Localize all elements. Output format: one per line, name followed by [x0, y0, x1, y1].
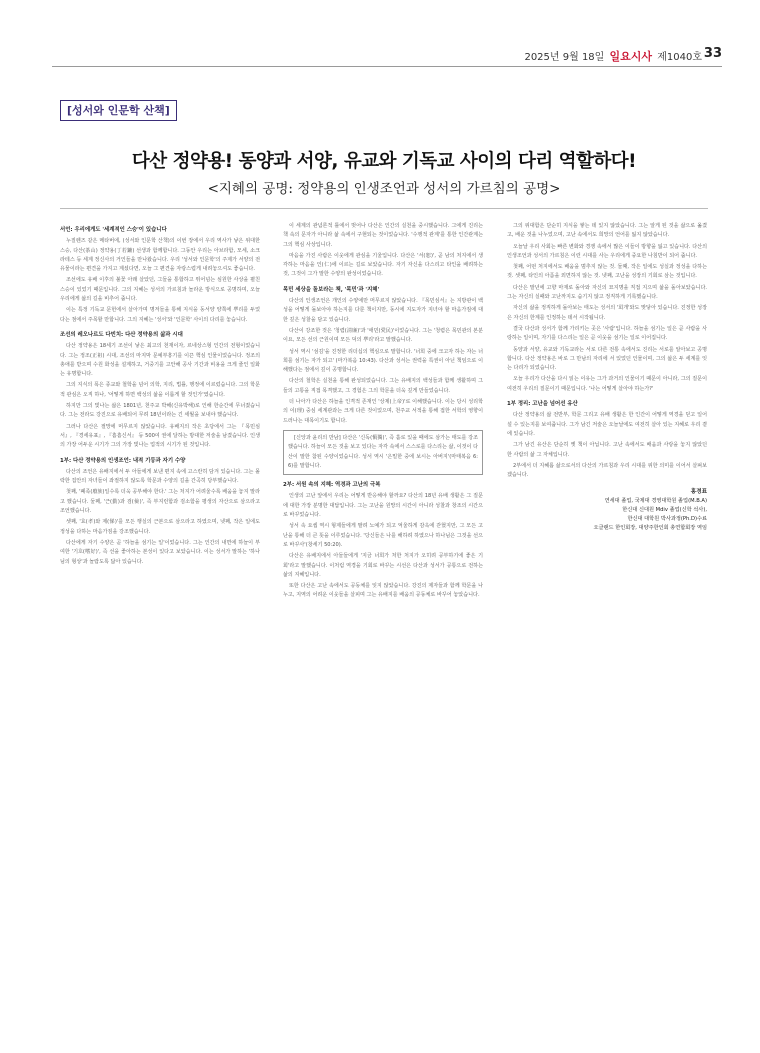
page-header — [0, 46, 760, 66]
paragraph: 다산에게 자기 수양은 곧 '하늘을 섬기는 일'이었습니다. 그는 인간의 내면에 하늘이 부여한 '기호(嗜好)', 즉 선을 좋아하는 본성이 있다고 보았습니다. 이는 성서가 말하는 '하나님의 형상'과 놀랍도록 닮아 있습니다. — [60, 539, 260, 565]
section-heading: 조선의 레오나르도 다빈치: 다산 정약용의 삶과 시대 — [60, 331, 183, 338]
paragraph: 오늘날 우리 사회는 빠른 변화와 경쟁 속에서 많은 이들이 방향을 잃고 있습니다. 다산의 인생조언과 성서의 가르침은 이런 시대를 사는 우리에게 중요한 나침반이 되어 줍니다. — [507, 243, 707, 259]
header-info — [524, 48, 702, 64]
paragraph: 다산의 철학은 실천을 통해 완성되었습니다. 그는 유배지의 백성들과 함께 생활하며 그들의 고통을 직접 목격했고, 그 경험은 그의 학문을 더욱 깊게 만들었습니다. — [283, 378, 483, 394]
paragraph: 오늘 우리가 다산을 다시 읽는 이유는 그가 과거의 인물이기 때문이 아니라, 그의 질문이 여전히 우리의 질문이기 때문입니다. '나는 어떻게 살아야 하는가?' — [507, 376, 707, 392]
paragraph: 첫째, 어떤 처지에서도 배움을 멈추지 않는 것. 둘째, 작은 일에도 성실과 정성을 다하는 것. 셋째, 타인의 아픔을 외면하지 않는 것. 넷째, 고난을 성장의 기회로 삼는 것입니다. — [507, 264, 707, 280]
paragraph: 동양과 서양, 유교와 기독교라는 서로 다른 전통 속에서도 진리는 서로를 알아보고 공명합니다. 다산 정약용은 바로 그 만남의 자리에 서 있었던 인물이며, 그의 삶은 두 세계를 잇는 다리가 되었습니다. — [507, 346, 707, 372]
paragraph: 성서 속 요셉 역시 형제들에게 팔려 노예가 되고 억울하게 감옥에 갇혔지만, 그 모든 고난을 통해 더 큰 뜻을 이루었습니다. '당신들은 나를 해하려 하였으나 하나님은 그것을 선으로 바꾸사'(창세기 50:20). — [283, 523, 483, 548]
header-date: 2025년 9월 18일 — [524, 52, 605, 63]
section-tag: [성서와 인문학 산책] — [60, 100, 177, 121]
section-heading: 1부 정리: 고난을 넘어선 유산 — [507, 401, 578, 408]
author-name: 홍경표 — [690, 489, 707, 496]
author-line: 연세대 졸업, 국제대 경영대학원 졸업(M.B.A) — [604, 498, 707, 505]
paragraph: 셋째, '효(孝)와 제(悌)'를 모든 행실의 근본으로 삼으라고 하였으며, 넷째, 작은 일에도 정성을 다하는 마음가짐을 강조했습니다. — [60, 519, 260, 535]
article-title: 다산 정약용! 동양과 서양, 유교와 기독교 사이의 다리 역할하다! — [131, 151, 637, 172]
paragraph: 누질렌즈 같은 메타버에, (성서와 인문학 산책)의 이번 장에서 우리 역사가 낳은 위대한 스승, 다산(茶山) 정약용(丁若鏞) 선생과 함께합니다. 그동안 우리는 아브라함, 모세, 소크라테스 등 세계 정신사의 거인들을 만나왔습니다. 우리 '성서와 인문학'의 주제가 서양의 전유물이라는 편견을 가지고 계셨다면, 오늘 그 편견을 자랑스럽게 내려놓으셔도 좋습니다. — [60, 238, 260, 273]
section-heading: 2부: 서원 속의 지혜: 역경과 고난의 극복 — [283, 482, 381, 489]
section-heading: 서언: 우리에게도 '세계적인 스승'이 있습니다 — [60, 227, 167, 233]
paragraph: 다산이 강조한 것은 '청렴(淸廉)'과 '애민(愛民)'이었습니다. 그는 '청렴은 목민관의 본분이요, 모든 선의 근원이며 모든 덕의 뿌리'라고 말했습니다. — [283, 327, 483, 344]
paragraph: 다산의 인생조언은 개인의 수양에만 머무르지 않았습니다. 『목민심서』는 지방관이 백성을 어떻게 돌보아야 하는지를 다룬 책이지만, 동시에 지도자가 지녀야 할 마음가짐에 대한 깊은 성찰을 담고 있습니다. — [283, 298, 483, 323]
paragraph: 그의 위대함은 단순히 지식을 쌓는 데 있지 않았습니다. 그는 알게 된 것을 삶으로 옮겼고, 배운 것을 나누었으며, 고난 속에서도 희망의 언어를 잃지 않았습니다. — [507, 223, 707, 239]
paragraph: 그가 남긴 유산은 단순히 옛 책이 아닙니다. 고난 속에서도 배움과 사랑을 놓지 않았던 한 사람의 삶 그 자체입니다. — [507, 442, 707, 458]
paragraph: 2부에서 더 지혜롭 삶으로서의 다산의 가르침과 우리 시대를 위한 의미를 이어서 살펴보겠습니다. — [507, 462, 707, 479]
publication-name: 일요시사 — [609, 50, 653, 63]
paragraph: 또한 다산은 고난 속에서도 공동체를 잊지 않았습니다. 강진의 제자들과 함께 학문을 나누고, 지역의 어려운 이웃들을 살피며 그는 유배지를 배움의 공동체로 바꾸어 놓았습니다. — [283, 583, 483, 599]
title-rule — [60, 208, 708, 209]
article-subtitle: <지혜의 공명: 정약용의 인생조언과 성서의 가르침의 공명> — [207, 181, 561, 197]
article-column-1 — [60, 220, 260, 1040]
paragraph: 성서 역시 '섬김'을 진정한 리더십의 핵심으로 말합니다. '너희 중에 크고자 하는 자는 너희를 섬기는 자가 되고' (마가복음 10:43). 다산과 성서는 권력을 특권이 아닌 책임으로 이해했다는 점에서 깊이 공명합니다. — [283, 348, 483, 374]
issue-number: 제1040호 — [657, 52, 702, 63]
column-3-body — [507, 222, 707, 480]
section-heading: 1부: 다산 정약용의 인생조언: 내적 기둥과 자기 수양 — [60, 457, 186, 464]
author-signature — [507, 488, 707, 533]
article-column-2 — [283, 220, 483, 1040]
section-heading: 목민 세상을 돌보라는 책, '목민'과 '지혜' — [283, 286, 380, 293]
paragraph: 자신의 삶을 정직하게 돌아보는 태도는 성서의 '회개'와도 맞닿아 있습니다. 진정한 성장은 자신의 한계를 인정하는 데서 시작됩니다. — [507, 305, 707, 321]
author-line: 한신대 신대원 Mdiv 졸업(신학 석사), — [622, 507, 707, 514]
header-rule — [52, 66, 722, 67]
paragraph: 그의 지식의 폭은 종교와 철학을 넘어 의학, 지리, 법률, 행정에 이르렀습니다. 그의 학문적 관심은 오직 하나, '어떻게 하면 백성의 삶을 이롭게 할 것인가'였습니다. — [60, 382, 260, 398]
paragraph: 첫째, '폐족(廢族)일수록 더욱 공부해야 한다.' 그는 처지가 어려울수록 배움을 놓지 말라고 했습니다. 둘째, '근(勤)과 검(儉)', 즉 부지런함과 검소함을 평생의 자산으로 삼으라고 조언했습니다. — [60, 489, 260, 515]
paragraph: 더 나아가 다산은 하늘을 인격적 존재인 '상제(上帝)'로 이해했습니다. 이는 당시 성리학의 이(理) 중심 세계관과는 크게 다른 것이었으며, 천주교 서적을 통해 접한 서학의 영향이 드러나는 대목이기도 합니다. — [283, 399, 483, 424]
author-line: 오클랜드 한인회장, 대양주한인회 총연합회장 역임 — [593, 525, 707, 532]
paragraph: 하지만 그의 빛나는 삶은 1801년, 천주교 박해(신유박해)로 인해 한순간에 무너졌습니다. 그는 전라도 강진으로 유배되어 무려 18년이라는 긴 세월을 보내야 했습니다. — [60, 403, 260, 419]
author-line: 한신대 대학원 박사과정(Ph.D)수료 — [627, 516, 707, 523]
article-column-3 — [507, 220, 707, 1040]
paragraph: 조선에도 유배 이후의 불꽃 아래 살았던, 그들을 통합하고 뛰어넘는 심원한 사상을 펼친 스승이 있었기 때문입니다. 그의 지혜는 성서의 가르침과 놀라운 방식으로 공명하며, 오늘 우리에게 삶의 길을 비추어 줍니다. — [60, 277, 260, 303]
paragraph: 다산의 조언은 유배지에서 두 아들에게 보낸 편지 속에 고스란히 담겨 있습니다. 그는 몰락한 집안의 자녀들이 좌절하지 않도록 학문과 수양의 길을 간곡히 당부했습니다. — [60, 468, 260, 485]
paragraph: 이는 특정 기독교 문헌에서 살아가며 명저들을 통해 지식을 동서양 양쪽에 뿌리를 두었다는 점에서 주목할 만합니다. 그의 지혜는 '성서'와 '인문학' 사이의 다리를 놓습니다. — [60, 307, 260, 323]
paragraph: 다산 정약용의 삶 전반부, 학문 그리고 유배 생활은 한 인간이 어떻게 역경을 딛고 일어설 수 있는지를 보여줍니다. 그가 남긴 저술은 오늘날에도 여전히 살아 있는 지혜로 우리 곁에 있습니다. — [507, 412, 707, 437]
paragraph: 다산은 유배지에서 아들들에게 '지금 너희가 처한 처지가 오히려 공부하기에 좋은 기회'라고 말했습니다. 이처럼 역경을 기회로 바꾸는 시선은 다산과 성서가 공통으로 전하는 삶의 지혜입니다. — [283, 553, 483, 578]
paragraph: 그러나 다산은 절망에 머무르지 않았습니다. 유배지의 작은 초당에서 그는 『목민심서』, 『경세유표』, 『흠흠신서』 등 500여 권에 달하는 방대한 저술을 남겼습니다. 인생의 가장 어두운 시기가 그의 가장 빛나는 업적의 시기가 된 것입니다. — [60, 423, 260, 449]
paragraph: 마음을 가진 사람은 이웃에게 관심을 기울입니다. 다산은 '서(恕)', 곧 남의 처지에서 생각하는 마음을 인(仁)에 이르는 길로 보았습니다. 자기 자신을 다스리고 타인을 배려하는 것, 그것이 그가 말한 수양의 완성이었습니다. — [283, 252, 483, 278]
paragraph: 다산 정약용은 18세기 조선이 낳은 최고의 천재이자, 르네상스형 인간의 전형이었습니다. 그는 정조(正祖) 시대, 조선의 마지막 문예부흥기를 이끈 핵심 인물이었습니다. 정조의 총애를 받으며 수원 화성을 설계하고, 거중기를 고안해 공사 기간과 비용을 크게 줄인 일화는 유명합니다. — [60, 343, 260, 378]
boxed-paragraph: [신앙과 윤리의 만남] 다산은 '신독(愼獨)', 즉 홀로 있을 때에도 삼가는 태도를 강조했습니다. 하늘이 모든 것을 보고 있다는 자각 속에서 스스로를 다스리는 삶, 이것이 다산이 말한 참된 수양이었습니다. 성서 역시 '은밀한 중에 보시는 아버지'(마태복음 6:6)를 말합니다. — [283, 430, 483, 475]
page-number: 33 — [703, 46, 722, 61]
paragraph: 다산은 말년에 고향 마재로 돌아와 자신의 묘지명을 직접 지으며 삶을 돌아보았습니다. 그는 자신의 실패와 고난까지도 숨기지 않고 정직하게 기록했습니다. — [507, 284, 707, 301]
paragraph: 이 세계의 관념론적 틀에서 벗어나 다산은 인간의 실천을 중시했습니다. 그에게 진리는 책 속의 문자가 아니라 삶 속에서 구현되는 것이었습니다. '수행적 관계'를 통한 인간관계는 그의 핵심 사상입니다. — [283, 223, 483, 248]
paragraph: 인생의 고난 앞에서 우리는 어떻게 반응해야 할까요? 다산의 18년 유배 생활은 그 질문에 대한 가장 분명한 대답입니다. 그는 고난을 원망의 시간이 아니라 성찰과 창조의 시간으로 바꾸었습니다. — [283, 493, 483, 519]
paragraph: 결국 다산과 성서가 함께 가리키는 곳은 '사람'입니다. 하늘을 섬기는 일은 곧 사람을 사랑하는 일이며, 자기를 다스리는 일은 곧 이웃을 섬기는 일로 이어집니다. — [507, 325, 707, 342]
